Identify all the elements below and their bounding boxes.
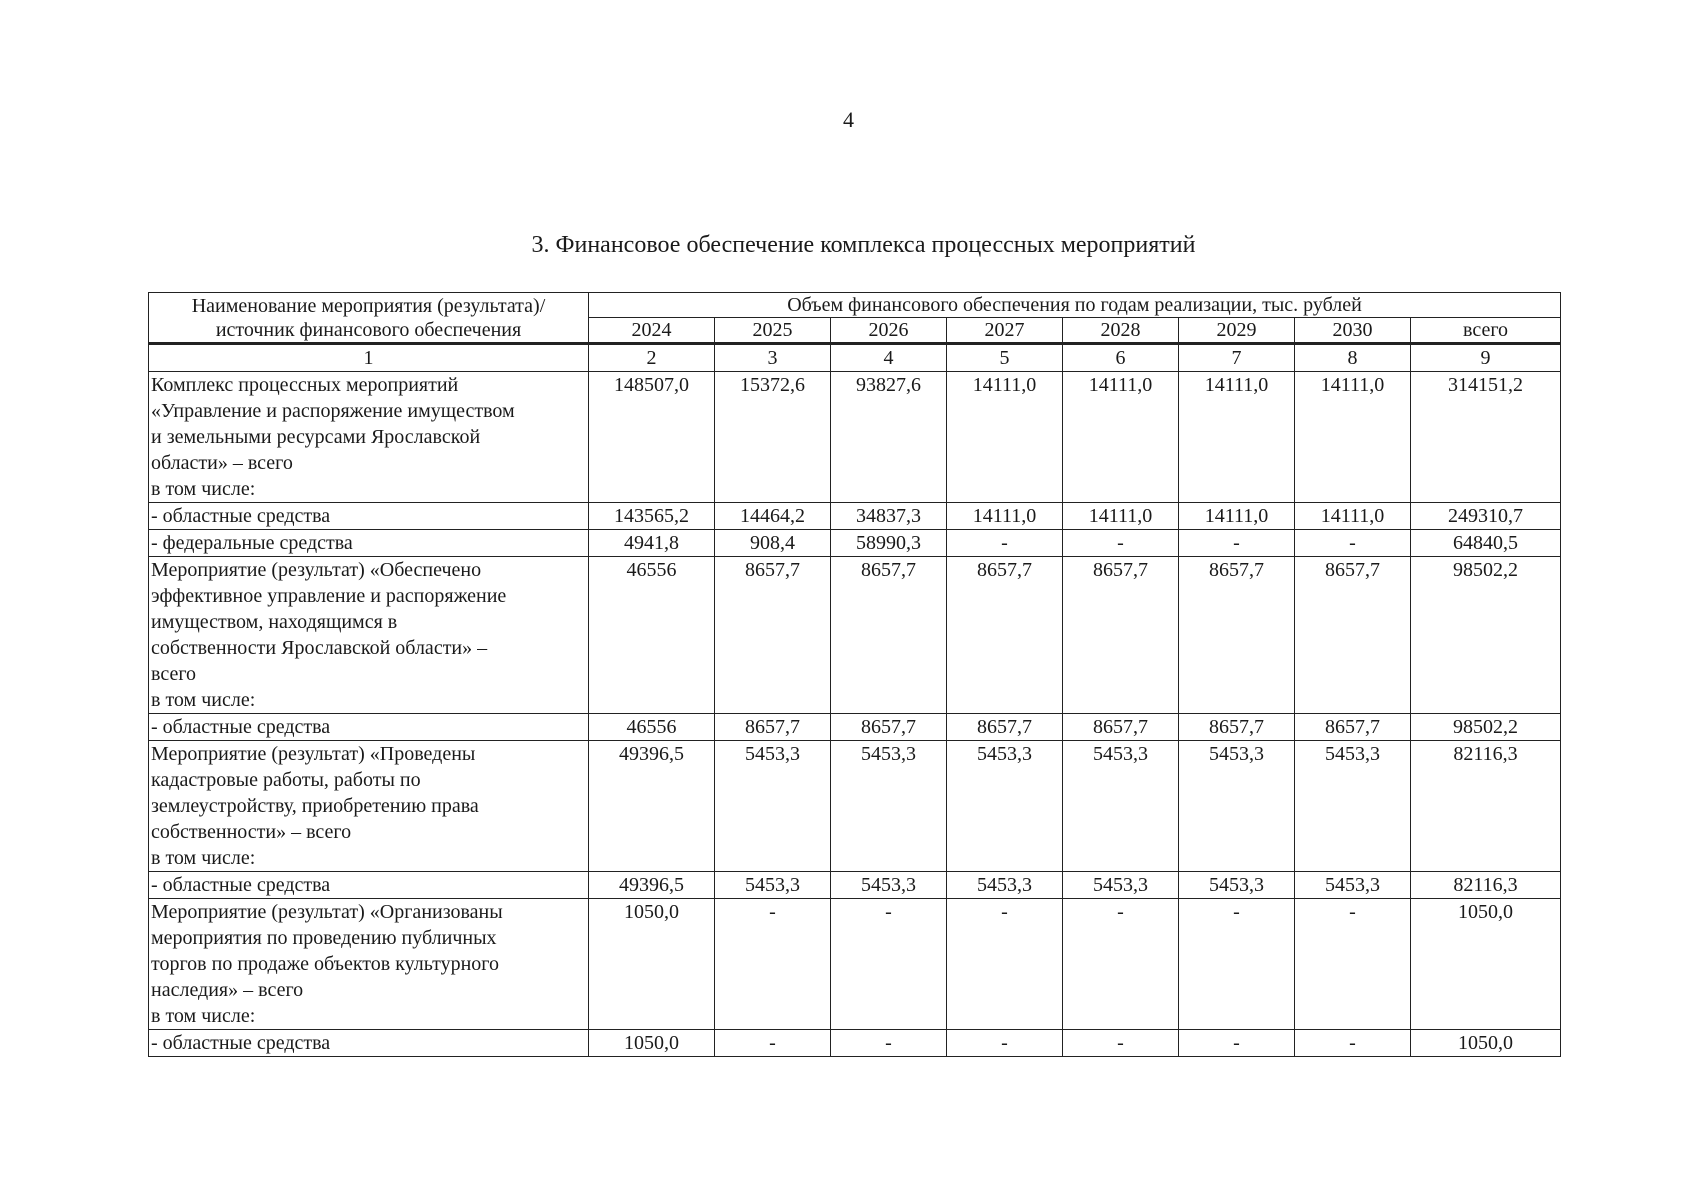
value-cell: 8657,7 xyxy=(1063,714,1179,741)
value-cell: 5453,3 xyxy=(1179,872,1295,899)
row-name-line: Мероприятие (результат) «Обеспечено xyxy=(151,559,482,581)
row-name-line: наследия» – всего xyxy=(151,979,304,1001)
row-name-cell xyxy=(149,741,589,872)
row-name-line: собственности» – всего xyxy=(151,821,352,843)
table-row xyxy=(149,530,1561,557)
value-cell: 8657,7 xyxy=(715,714,831,741)
row-name-line: в том числе: xyxy=(151,1005,256,1027)
value-cell: 49396,5 xyxy=(589,741,715,872)
value-cell: - xyxy=(1295,1030,1411,1057)
value-cell: 143565,2 xyxy=(589,503,715,530)
value-cell: 14111,0 xyxy=(1179,372,1295,503)
value-cell: - xyxy=(947,530,1063,557)
row-name-line: Мероприятие (результат) «Организованы xyxy=(151,901,503,923)
value-cell: 14111,0 xyxy=(1179,503,1295,530)
row-name-cell xyxy=(149,530,589,557)
value-cell: - xyxy=(947,1030,1063,1057)
value-cell: - xyxy=(1179,899,1295,1030)
column-number-6: 7 xyxy=(1179,344,1295,372)
row-name-line: в том числе: xyxy=(151,478,256,500)
name-header-line: источник финансового обеспечения xyxy=(215,318,522,341)
value-cell: - xyxy=(715,899,831,1030)
value-cell: 5453,3 xyxy=(1179,741,1295,872)
name-header-line: Наименование мероприятия (результата)/ xyxy=(191,294,546,317)
row-name-line: собственности Ярославской области» – xyxy=(151,637,488,659)
value-cell: 8657,7 xyxy=(831,557,947,714)
value-cell: 14464,2 xyxy=(715,503,831,530)
row-name-line: области» – всего xyxy=(151,452,293,474)
row-name-line: «Управление и распоряжение имуществом xyxy=(151,400,515,422)
value-cell: 8657,7 xyxy=(947,714,1063,741)
year-header-1: 2025 xyxy=(715,318,831,344)
row-name-line: - областные средства xyxy=(151,1032,331,1054)
row-name-cell xyxy=(149,557,589,714)
value-cell: 8657,7 xyxy=(1295,714,1411,741)
row-name-line: кадастровые работы, работы по xyxy=(151,769,421,791)
value-cell: - xyxy=(947,899,1063,1030)
row-name-cell xyxy=(149,1030,589,1057)
value-cell: 82116,3 xyxy=(1411,741,1561,872)
row-name-cell xyxy=(149,714,589,741)
value-cell: 5453,3 xyxy=(947,741,1063,872)
value-cell: - xyxy=(1179,1030,1295,1057)
column-numbers-row xyxy=(149,344,1561,372)
value-cell: - xyxy=(1295,899,1411,1030)
value-cell: - xyxy=(1295,530,1411,557)
row-name-cell xyxy=(149,899,589,1030)
value-cell: 908,4 xyxy=(715,530,831,557)
value-cell: 98502,2 xyxy=(1411,557,1561,714)
financing-table xyxy=(148,292,1561,1057)
value-cell: 14111,0 xyxy=(1295,503,1411,530)
page-number: 4 xyxy=(843,107,854,132)
value-cell: 8657,7 xyxy=(1179,714,1295,741)
year-header-7: всего xyxy=(1411,318,1561,344)
table-row xyxy=(149,872,1561,899)
value-cell: 1050,0 xyxy=(589,1030,715,1057)
row-name-line: - федеральные средства xyxy=(151,532,353,554)
value-cell: 5453,3 xyxy=(1063,872,1179,899)
year-header-6: 2030 xyxy=(1295,318,1411,344)
value-cell: - xyxy=(715,1030,831,1057)
table-row xyxy=(149,557,1561,714)
name-column-header xyxy=(149,293,589,344)
table-row xyxy=(149,503,1561,530)
value-cell: 64840,5 xyxy=(1411,530,1561,557)
value-cell: 8657,7 xyxy=(1179,557,1295,714)
value-cell: 5453,3 xyxy=(1063,741,1179,872)
column-number-0: 1 xyxy=(149,344,589,372)
row-name-line: эффективное управление и распоряжение xyxy=(151,585,507,607)
year-header-2: 2026 xyxy=(831,318,947,344)
value-cell: 8657,7 xyxy=(715,557,831,714)
column-number-5: 6 xyxy=(1063,344,1179,372)
table-row xyxy=(149,1030,1561,1057)
value-cell: 34837,3 xyxy=(831,503,947,530)
value-cell: 14111,0 xyxy=(1063,372,1179,503)
value-cell: 14111,0 xyxy=(1295,372,1411,503)
value-cell: 49396,5 xyxy=(589,872,715,899)
value-cell: 58990,3 xyxy=(831,530,947,557)
column-number-3: 4 xyxy=(831,344,947,372)
value-cell: 93827,6 xyxy=(831,372,947,503)
value-cell: 15372,6 xyxy=(715,372,831,503)
value-cell: 46556 xyxy=(589,557,715,714)
table-body xyxy=(149,372,1561,1057)
table-header xyxy=(149,293,1561,372)
value-cell: - xyxy=(1063,899,1179,1030)
value-cell: 1050,0 xyxy=(1411,899,1561,1030)
row-name-line: в том числе: xyxy=(151,847,256,869)
value-cell: 98502,2 xyxy=(1411,714,1561,741)
value-cell: 1050,0 xyxy=(589,899,715,1030)
column-number-4: 5 xyxy=(947,344,1063,372)
value-cell: 5453,3 xyxy=(831,741,947,872)
row-name-line: Комплекс процессных мероприятий xyxy=(151,374,459,396)
value-cell: 5453,3 xyxy=(831,872,947,899)
row-name-line: и земельными ресурсами Ярославской xyxy=(151,426,481,448)
value-cell: 4941,8 xyxy=(589,530,715,557)
row-name-line: имуществом, находящимся в xyxy=(151,611,398,633)
value-cell: 14111,0 xyxy=(1063,503,1179,530)
column-number-7: 8 xyxy=(1295,344,1411,372)
section-title: 3. Финансовое обеспечение комплекса процессных мероприятий xyxy=(531,232,1196,258)
row-name-line: всего xyxy=(151,663,197,685)
value-cell: - xyxy=(1063,1030,1179,1057)
table-row xyxy=(149,372,1561,503)
value-cell: 5453,3 xyxy=(1295,872,1411,899)
row-name-line: землеустройству, приобретению права xyxy=(151,795,479,817)
value-cell: 8657,7 xyxy=(1063,557,1179,714)
row-name-cell xyxy=(149,872,589,899)
value-cell: 249310,7 xyxy=(1411,503,1561,530)
value-cell: 8657,7 xyxy=(1295,557,1411,714)
value-cell: - xyxy=(831,1030,947,1057)
value-cell: 14111,0 xyxy=(947,503,1063,530)
value-cell: 314151,2 xyxy=(1411,372,1561,503)
row-name-line: мероприятия по проведению публичных xyxy=(151,927,497,949)
year-header-0: 2024 xyxy=(589,318,715,344)
value-cell: 8657,7 xyxy=(831,714,947,741)
row-name-line: Мероприятие (результат) «Проведены xyxy=(151,743,476,765)
row-name-line: в том числе: xyxy=(151,689,256,711)
value-cell: 5453,3 xyxy=(1295,741,1411,872)
value-cell: 1050,0 xyxy=(1411,1030,1561,1057)
table-row xyxy=(149,899,1561,1030)
row-name-cell xyxy=(149,372,589,503)
value-cell: - xyxy=(1179,530,1295,557)
year-header-4: 2028 xyxy=(1063,318,1179,344)
year-header-3: 2027 xyxy=(947,318,1063,344)
year-header-5: 2029 xyxy=(1179,318,1295,344)
value-cell: 5453,3 xyxy=(715,872,831,899)
value-cell: 46556 xyxy=(589,714,715,741)
volume-header: Объем финансового обеспечения по годам реализации, тыс. рублей xyxy=(589,293,1561,318)
column-number-2: 3 xyxy=(715,344,831,372)
value-cell: 5453,3 xyxy=(715,741,831,872)
value-cell: 148507,0 xyxy=(589,372,715,503)
row-name-line: - областные средства xyxy=(151,716,331,738)
row-name-line: - областные средства xyxy=(151,874,331,896)
value-cell: 8657,7 xyxy=(947,557,1063,714)
value-cell: 5453,3 xyxy=(947,872,1063,899)
table-row xyxy=(149,714,1561,741)
row-name-line: - областные средства xyxy=(151,505,331,527)
row-name-line: торгов по продаже объектов культурного xyxy=(151,953,499,975)
value-cell: - xyxy=(831,899,947,1030)
table-row xyxy=(149,741,1561,872)
column-number-1: 2 xyxy=(589,344,715,372)
value-cell: - xyxy=(1063,530,1179,557)
value-cell: 82116,3 xyxy=(1411,872,1561,899)
value-cell: 14111,0 xyxy=(947,372,1063,503)
row-name-cell xyxy=(149,503,589,530)
column-number-8: 9 xyxy=(1411,344,1561,372)
